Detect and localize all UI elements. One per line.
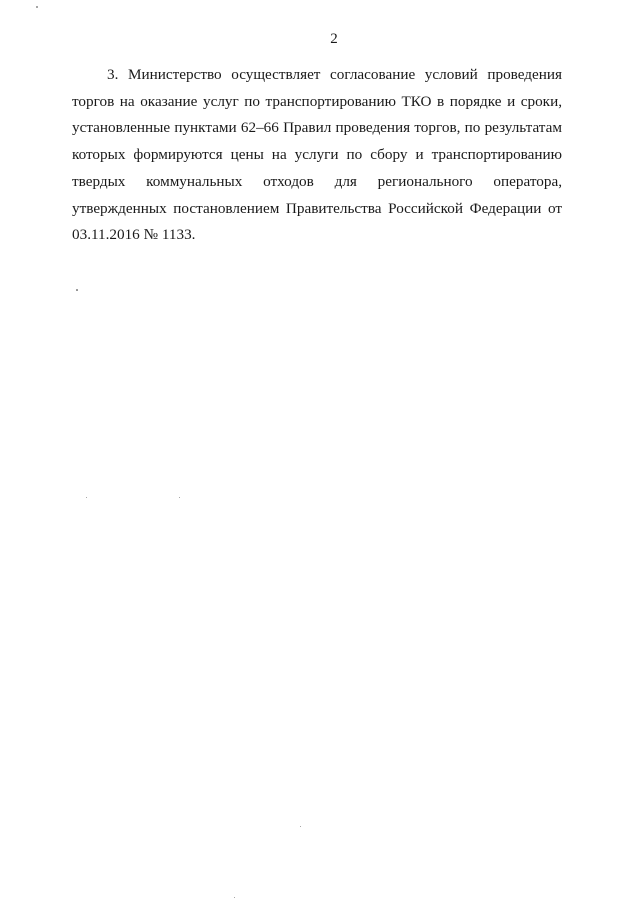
scan-speck: [234, 897, 235, 898]
paragraph-3: 3. Министерство осуществляет согласование условий проведения торгов на оказание услуг по транспортированию ТКО в порядке и сроки, установленные пунктами 62–66 Правил проведения торгов, по результатам которых формируются цены на услуги по сбору и транспортированию твердых коммунальных отходов для регионального оператора, утвержденных постановлением Правительства Российской Федерации от 03.11.2016 № 1133.: [72, 66, 562, 244]
page-number: 2: [330, 31, 338, 47]
scan-speck: [76, 289, 78, 291]
scan-speck: [300, 826, 301, 827]
scan-speck: [36, 6, 38, 8]
scan-speck: [86, 497, 87, 498]
scan-speck: [179, 497, 180, 498]
